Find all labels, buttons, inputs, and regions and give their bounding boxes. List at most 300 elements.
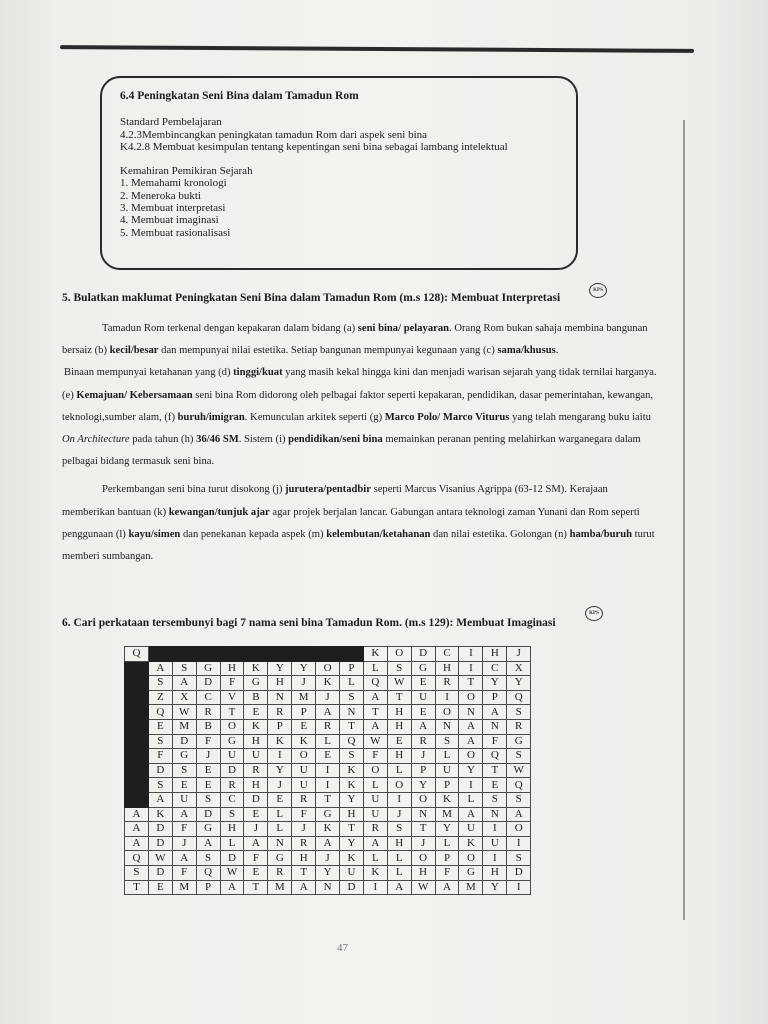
grid-cell: S (196, 851, 220, 866)
text-segment: seperti Marcus Visanius Agrippa (63-12 SM). Kerajaan memberikan bantuan (k) (62, 484, 608, 518)
grid-cell: H (292, 851, 316, 866)
grid-cell: A (148, 661, 172, 676)
grid-cell: O (459, 749, 483, 764)
text-segment: Binaan mempunyai ketahanan yang (d) (64, 367, 234, 379)
grid-row (125, 851, 531, 866)
grid-cell: P (411, 763, 435, 778)
grid-cell: G (196, 661, 220, 676)
grid-cell: O (387, 778, 411, 793)
grid-cell: J (172, 836, 196, 851)
grid-cell: M (268, 880, 292, 895)
grid-cell: S (507, 851, 531, 866)
grid-cell: P (268, 719, 292, 734)
question-5-heading: 5. Bulatkan maklumat Peningkatan Seni Bina dalam Tamadun Rom (m.s 128): Membuat Interpretasi (62, 292, 561, 304)
grid-cell: N (435, 719, 459, 734)
grid-cell: H (483, 647, 507, 662)
grid-cell: R (363, 822, 387, 837)
grid-cell: Q (507, 690, 531, 705)
skill-item: 3. Membuat interpretasi (120, 202, 226, 215)
grid-cell: Y (459, 763, 483, 778)
grid-cell: R (292, 792, 316, 807)
grid-cell: L (459, 792, 483, 807)
grid-cell: T (459, 676, 483, 691)
grid-cell: D (220, 851, 244, 866)
grid-cell: N (340, 705, 364, 720)
grid-cell: S (340, 749, 364, 764)
grid-cell: Y (340, 792, 364, 807)
grid-cell: O (316, 661, 340, 676)
grid-cell: T (483, 763, 507, 778)
grid-cell: G (316, 807, 340, 822)
text-segment: . Orang Rom bukan sahaja membina bangunan bersaiz (b) (62, 323, 648, 357)
grid-cell: R (196, 705, 220, 720)
text-segment: Tamadun Rom terkenal dengan kepakaran dalam bidang (a) (102, 323, 358, 334)
grid-cell: D (196, 807, 220, 822)
grid-cell: A (172, 676, 196, 691)
answer-option: Marco Polo/ Marco Viturus (384, 411, 510, 423)
grid-cell: C (435, 647, 459, 662)
grid-cell: A (483, 705, 507, 720)
text-segment: turut memberi sumbangan. (62, 528, 655, 563)
grid-cell: E (483, 778, 507, 793)
grid-cell: F (196, 734, 220, 749)
page-number: 47 (337, 942, 348, 954)
grid-row (125, 676, 531, 691)
grid-cell: W (148, 851, 172, 866)
grid-cell: N (483, 807, 507, 822)
grid-cell: G (196, 822, 220, 837)
grid-cell: T (411, 822, 435, 837)
grid-cell: W (411, 880, 435, 895)
grid-cell: J (292, 676, 316, 691)
grid-cell: A (172, 851, 196, 866)
grid-cell: E (244, 807, 268, 822)
grid-cell: D (507, 865, 531, 880)
grid-cell: G (244, 676, 268, 691)
grid-cell: S (148, 676, 172, 691)
grid-cell: L (220, 836, 244, 851)
grid-cell: X (172, 690, 196, 705)
grid-cell: N (459, 705, 483, 720)
grid-row (125, 778, 531, 793)
grid-cell: A (292, 880, 316, 895)
grid-cell: W (507, 763, 531, 778)
paragraph-2 (62, 362, 662, 473)
grid-cell: A (125, 822, 149, 837)
grid-cell: J (411, 836, 435, 851)
grid-cell: A (363, 719, 387, 734)
grid-cell: A (459, 734, 483, 749)
grid-cell: U (411, 690, 435, 705)
grid-cell: I (459, 778, 483, 793)
grid-cell: D (244, 792, 268, 807)
grid-cell: F (435, 865, 459, 880)
grid-cell: S (125, 865, 149, 880)
grid-cell: U (292, 778, 316, 793)
grid-cell: S (507, 792, 531, 807)
standard-line: K4.2.8 Membuat kesimpulan tentang kepentingan seni bina sebagai lambang intelektual (120, 140, 508, 153)
grid-cell: S (483, 792, 507, 807)
grid-cell: K (340, 778, 364, 793)
grid-cell: E (148, 880, 172, 895)
grid-cell: I (316, 778, 340, 793)
grid-cell: D (172, 734, 196, 749)
grid-cell: P (435, 851, 459, 866)
answer-option: pendidikan/seni bina (288, 434, 383, 446)
text-segment: . Sistem (i) (238, 434, 289, 446)
grid-cell: T (363, 705, 387, 720)
grid-cell: A (411, 719, 435, 734)
grid-row (125, 763, 531, 778)
skill-item: 4. Membuat imaginasi (120, 214, 219, 227)
grid-cell: P (340, 661, 364, 676)
grid-cell: O (459, 851, 483, 866)
grid-cell: A (125, 807, 149, 822)
skill-item: 5. Membuat rasionalisasi (120, 226, 231, 239)
grid-cell: A (196, 836, 220, 851)
grid-cell: K (435, 792, 459, 807)
grid-cell: E (196, 763, 220, 778)
answer-option: Kemajuan/ Kebersamaan (76, 389, 193, 401)
section-title: 6.4 Peningkatan Seni Bina dalam Tamadun Rom (120, 90, 359, 102)
grid-cell: X (507, 661, 531, 676)
grid-cell: L (268, 807, 292, 822)
blank-cell (125, 661, 149, 676)
answer-option: seni bina/ pelayaran (357, 323, 450, 334)
grid-cell: U (340, 865, 364, 880)
grid-cell: E (196, 778, 220, 793)
grid-cell: Y (340, 836, 364, 851)
grid-cell: O (459, 690, 483, 705)
grid-cell: K (148, 807, 172, 822)
grid-cell: A (316, 705, 340, 720)
grid-cell: S (507, 705, 531, 720)
grid-row (125, 734, 531, 749)
grid-cell: L (435, 749, 459, 764)
grid-cell: A (172, 807, 196, 822)
grid-cell: F (172, 865, 196, 880)
grid-row (125, 792, 531, 807)
grid-cell: S (172, 661, 196, 676)
grid-cell: N (316, 880, 340, 895)
grid-cell: I (483, 851, 507, 866)
paragraph-1 (62, 318, 662, 362)
grid-cell: I (459, 647, 483, 662)
grid-cell: K (316, 676, 340, 691)
grid-cell: V (220, 690, 244, 705)
grid-cell: E (411, 705, 435, 720)
answer-option: buruh/imigran (177, 411, 245, 423)
grid-cell: Q (340, 734, 364, 749)
grid-cell: I (268, 749, 292, 764)
blank-cell (125, 690, 149, 705)
grid-cell: L (316, 734, 340, 749)
grid-cell: A (244, 836, 268, 851)
grid-cell: P (435, 778, 459, 793)
grid-cell: A (363, 690, 387, 705)
blank-cell (125, 705, 149, 720)
grid-cell: H (387, 836, 411, 851)
binding-edge (683, 120, 685, 920)
grid-cell: S (507, 749, 531, 764)
grid-cell: R (268, 705, 292, 720)
skills-label: Kemahiran Pemikiran Sejarah (120, 165, 253, 178)
grid-cell: B (196, 719, 220, 734)
grid-cell: H (244, 778, 268, 793)
grid-cell: Y (483, 676, 507, 691)
grid-cell: D (148, 836, 172, 851)
grid-cell: T (316, 792, 340, 807)
grid-cell: U (292, 763, 316, 778)
grid-cell: Y (268, 763, 292, 778)
grid-cell: P (196, 880, 220, 895)
kps-badge-icon: KPS (585, 606, 603, 621)
grid-cell: A (435, 880, 459, 895)
grid-cell: D (148, 865, 172, 880)
text-segment: agar projek berjalan lancar. Gabungan antara teknologi zaman Yunani dan Rom seperti penggunaan (l) (62, 506, 640, 540)
grid-cell: Q (196, 865, 220, 880)
grid-cell: D (411, 647, 435, 662)
grid-cell: G (268, 851, 292, 866)
skill-item: 1. Memahami kronologi (120, 177, 227, 190)
grid-cell: H (411, 865, 435, 880)
grid-row (125, 822, 531, 837)
grid-cell: T (125, 880, 149, 895)
grid-cell: L (435, 836, 459, 851)
grid-cell: Y (268, 661, 292, 676)
grid-cell: U (220, 749, 244, 764)
grid-cell: G (459, 865, 483, 880)
grid-cell: G (220, 734, 244, 749)
grid-cell: F (172, 822, 196, 837)
grid-cell: U (459, 822, 483, 837)
grid-cell: H (220, 661, 244, 676)
blank-cell (148, 647, 363, 662)
text-segment: dan nilai estetika. Golongan (n) (430, 528, 570, 540)
grid-cell: S (387, 822, 411, 837)
grid-cell: I (459, 661, 483, 676)
standard-label: Standard Pembelajaran (120, 116, 222, 129)
answer-option: tinggi/kuat (233, 367, 283, 379)
grid-cell: A (387, 880, 411, 895)
grid-cell: C (220, 792, 244, 807)
grid-cell: H (483, 865, 507, 880)
grid-cell: F (220, 676, 244, 691)
grid-cell: Y (435, 822, 459, 837)
grid-cell: U (363, 792, 387, 807)
grid-cell: J (387, 807, 411, 822)
word-search-grid (124, 646, 531, 895)
answer-option: kayu/simen (128, 528, 181, 540)
grid-cell: F (292, 807, 316, 822)
grid-cell: E (387, 734, 411, 749)
grid-cell: M (435, 807, 459, 822)
grid-cell: E (244, 865, 268, 880)
grid-cell: U (435, 763, 459, 778)
grid-cell: G (172, 749, 196, 764)
grid-cell: G (411, 661, 435, 676)
standard-line: 4.2.3Membincangkan peningkatan tamadun Rom dari aspek seni bina (120, 128, 428, 141)
grid-cell: Y (411, 778, 435, 793)
grid-cell: A (148, 792, 172, 807)
grid-cell: Y (316, 865, 340, 880)
grid-cell: D (148, 763, 172, 778)
grid-cell: R (292, 836, 316, 851)
grid-cell: M (459, 880, 483, 895)
grid-cell: I (363, 880, 387, 895)
grid-cell: H (220, 822, 244, 837)
grid-cell: O (292, 749, 316, 764)
grid-cell: J (196, 749, 220, 764)
grid-cell: W (220, 865, 244, 880)
answer-option: 36/46 SM (196, 434, 239, 446)
grid-cell: U (172, 792, 196, 807)
grid-cell: F (483, 734, 507, 749)
grid-cell: E (292, 719, 316, 734)
grid-cell: U (363, 807, 387, 822)
answer-option: hamba/buruh (569, 528, 632, 540)
grid-cell: J (411, 749, 435, 764)
grid-cell: U (244, 749, 268, 764)
grid-cell: K (244, 661, 268, 676)
grid-cell: Z (148, 690, 172, 705)
blank-cell (125, 778, 149, 793)
text-segment: memainkan peranan penting melahirkan warganegara dalam pelbagai bidang termasuk seni bina. (62, 434, 641, 468)
grid-cell: N (268, 836, 292, 851)
grid-cell: T (340, 822, 364, 837)
grid-cell: A (507, 807, 531, 822)
grid-cell: H (387, 749, 411, 764)
grid-cell: S (148, 734, 172, 749)
grid-cell: B (244, 690, 268, 705)
grid-cell: O (387, 647, 411, 662)
blank-cell (125, 676, 149, 691)
grid-cell: S (148, 778, 172, 793)
grid-cell: Q (125, 851, 149, 866)
grid-cell: Q (148, 705, 172, 720)
grid-cell: N (268, 690, 292, 705)
grid-cell: K (268, 734, 292, 749)
blank-cell (125, 749, 149, 764)
grid-cell: M (172, 880, 196, 895)
grid-cell: S (220, 807, 244, 822)
grid-cell: Q (483, 749, 507, 764)
grid-cell: O (435, 705, 459, 720)
grid-cell: T (387, 690, 411, 705)
grid-cell: Y (483, 880, 507, 895)
grid-cell: T (292, 865, 316, 880)
grid-cell: L (387, 865, 411, 880)
grid-cell: C (483, 661, 507, 676)
grid-cell: J (292, 822, 316, 837)
grid-cell: K (363, 647, 387, 662)
grid-cell: A (363, 836, 387, 851)
text-segment: dan mempunyai nilai estetika. Setiap bangunan mempunyai kegunaan yang (c) (158, 345, 498, 357)
grid-cell: C (196, 690, 220, 705)
grid-cell: E (244, 705, 268, 720)
grid-row (125, 690, 531, 705)
grid-row (125, 719, 531, 734)
grid-cell: A (459, 719, 483, 734)
grid-cell: D (340, 880, 364, 895)
grid-cell: U (483, 836, 507, 851)
grid-cell: L (363, 851, 387, 866)
answer-option: kewangan/tunjuk ajar (168, 506, 270, 518)
grid-cell: T (244, 880, 268, 895)
grid-cell: D (220, 763, 244, 778)
text-segment: yang masih kekal hingga kini dan menjadi warisan sejarah yang tidak ternilai harganya. (e) (62, 367, 657, 401)
grid-cell: Y (292, 661, 316, 676)
question-6-heading: 6. Cari perkataan tersembunyi bagi 7 nama seni bina Tamadun Rom. (m.s 129): Membuat Imaginasi (62, 617, 556, 629)
grid-cell: R (268, 865, 292, 880)
grid-cell: K (363, 865, 387, 880)
grid-cell: P (483, 690, 507, 705)
grid-cell: E (172, 778, 196, 793)
grid-cell: T (220, 705, 244, 720)
grid-cell: D (148, 822, 172, 837)
grid-cell: L (340, 676, 364, 691)
grid-cell: J (268, 778, 292, 793)
top-rule (60, 45, 694, 53)
grid-cell: O (411, 792, 435, 807)
grid-row (125, 705, 531, 720)
grid-cell: R (316, 719, 340, 734)
grid-cell: A (220, 880, 244, 895)
blank-cell (125, 719, 149, 734)
grid-cell: A (316, 836, 340, 851)
grid-cell: K (244, 719, 268, 734)
grid-cell: N (483, 719, 507, 734)
grid-row (125, 836, 531, 851)
grid-cell: K (340, 763, 364, 778)
grid-row (125, 865, 531, 880)
grid-cell: L (363, 778, 387, 793)
grid-cell: L (363, 661, 387, 676)
grid-cell: P (292, 705, 316, 720)
grid-cell: J (507, 647, 531, 662)
grid-cell: R (244, 763, 268, 778)
blank-cell (125, 763, 149, 778)
grid-cell: O (507, 822, 531, 837)
grid-row (125, 647, 531, 662)
grid-cell: N (411, 807, 435, 822)
grid-row (125, 807, 531, 822)
grid-cell: S (435, 734, 459, 749)
text-segment: Perkembangan seni bina turut disokong (j) (102, 484, 286, 496)
grid-cell: D (196, 676, 220, 691)
grid-cell: Y (507, 676, 531, 691)
grid-cell: S (196, 792, 220, 807)
grid-cell: Q (507, 778, 531, 793)
learning-standard-box (100, 76, 578, 270)
grid-cell: I (316, 763, 340, 778)
grid-cell: K (340, 851, 364, 866)
grid-cell: M (292, 690, 316, 705)
grid-cell: K (292, 734, 316, 749)
grid-cell: S (172, 763, 196, 778)
text-segment: . (555, 345, 559, 357)
grid-cell: I (507, 836, 531, 851)
grid-row (125, 880, 531, 895)
grid-cell: O (363, 763, 387, 778)
grid-cell: K (316, 822, 340, 837)
grid-cell: H (340, 807, 364, 822)
grid-cell: G (507, 734, 531, 749)
grid-cell: I (507, 880, 531, 895)
grid-cell: T (340, 719, 364, 734)
grid-row (125, 749, 531, 764)
grid-cell: R (507, 719, 531, 734)
